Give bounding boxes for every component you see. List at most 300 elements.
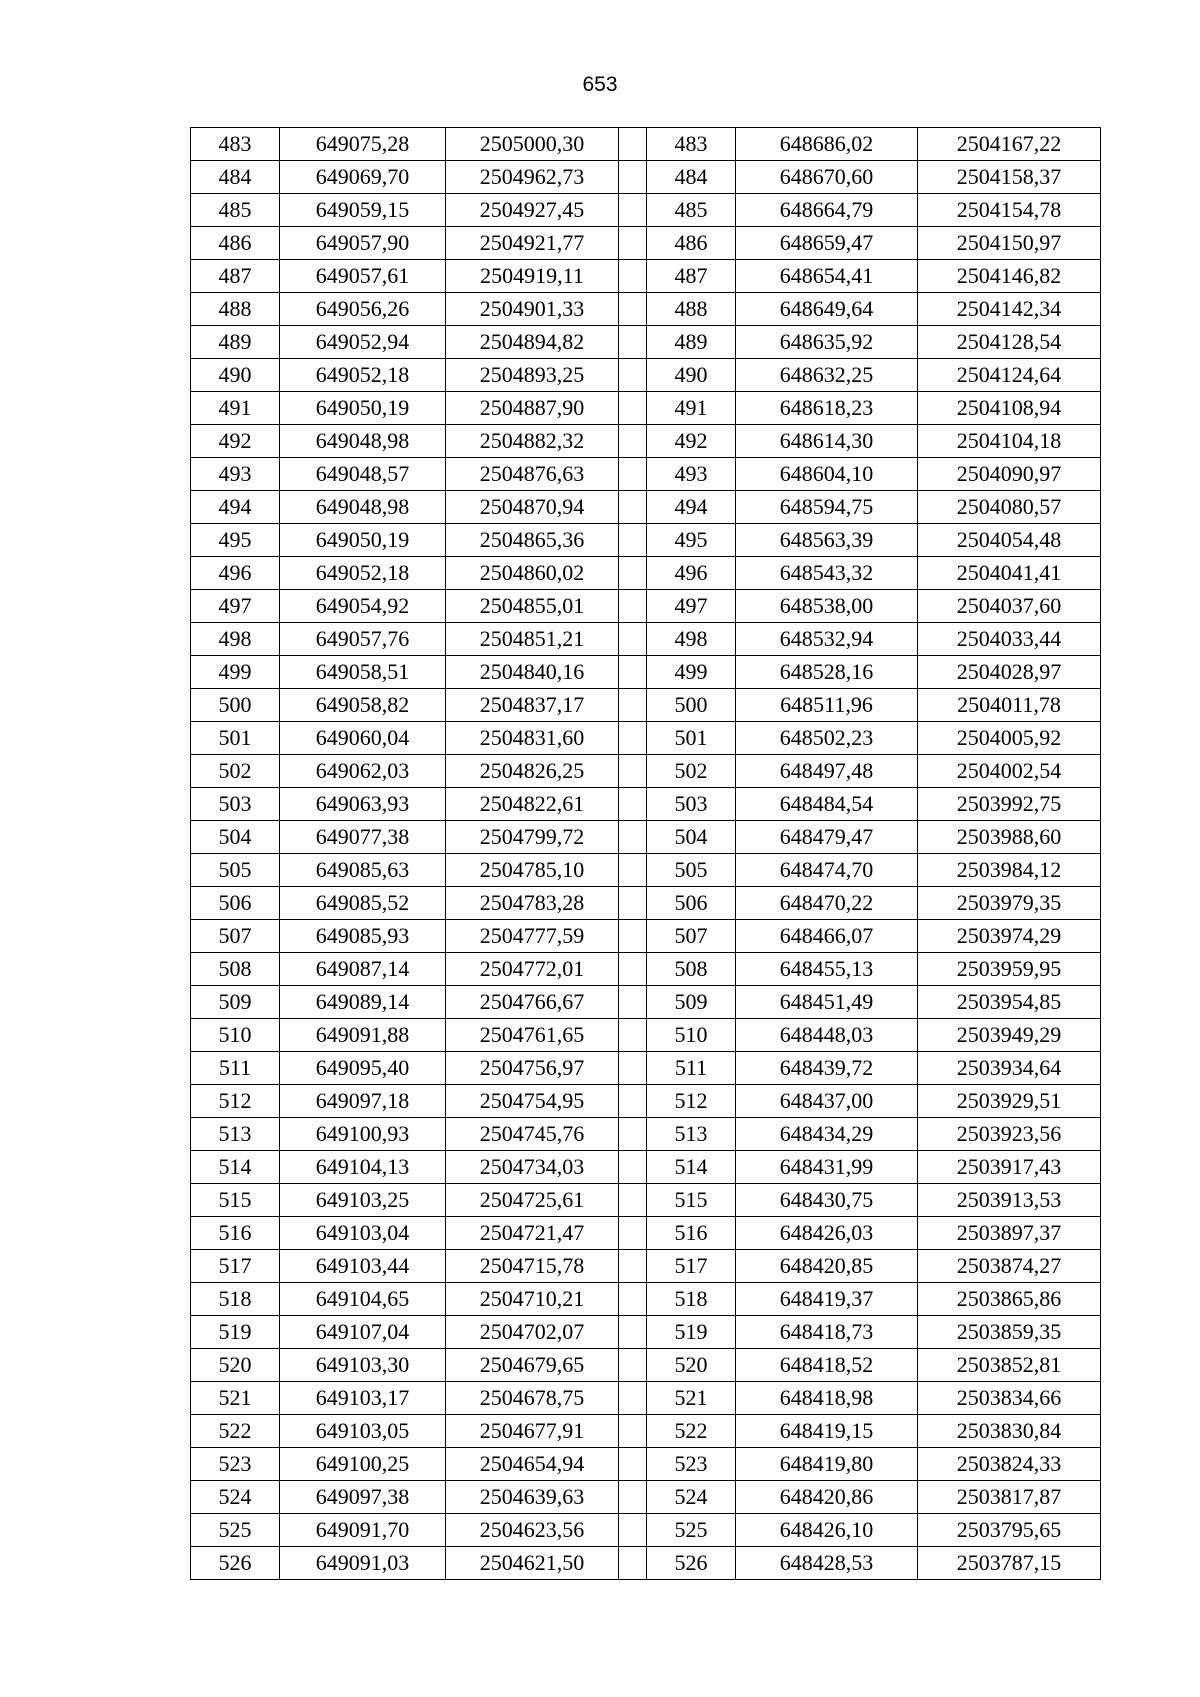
left-point-number-cell: 500 bbox=[191, 689, 280, 722]
separator-cell bbox=[619, 689, 647, 722]
right-x-coordinate-cell: 648455,13 bbox=[736, 953, 918, 986]
left-y-coordinate-cell: 2504721,47 bbox=[446, 1217, 619, 1250]
left-y-coordinate-cell: 2504677,91 bbox=[446, 1415, 619, 1448]
table-row bbox=[191, 1481, 1101, 1514]
left-y-coordinate-cell: 2504826,25 bbox=[446, 755, 619, 788]
left-point-number-cell: 501 bbox=[191, 722, 280, 755]
left-point-number-cell: 489 bbox=[191, 326, 280, 359]
right-x-coordinate-cell: 648664,79 bbox=[736, 194, 918, 227]
right-y-coordinate-cell: 2504146,82 bbox=[918, 260, 1101, 293]
right-y-coordinate-cell: 2504104,18 bbox=[918, 425, 1101, 458]
left-y-coordinate-cell: 2504921,77 bbox=[446, 227, 619, 260]
separator-cell bbox=[619, 887, 647, 920]
right-y-coordinate-cell: 2504033,44 bbox=[918, 623, 1101, 656]
left-point-number-cell: 503 bbox=[191, 788, 280, 821]
left-point-number-cell: 525 bbox=[191, 1514, 280, 1547]
left-point-number-cell: 506 bbox=[191, 887, 280, 920]
right-x-coordinate-cell: 648528,16 bbox=[736, 656, 918, 689]
separator-cell bbox=[619, 1283, 647, 1316]
right-x-coordinate-cell: 648474,70 bbox=[736, 854, 918, 887]
left-point-number-cell: 504 bbox=[191, 821, 280, 854]
right-x-coordinate-cell: 648418,73 bbox=[736, 1316, 918, 1349]
right-y-coordinate-cell: 2503859,35 bbox=[918, 1316, 1101, 1349]
table-row bbox=[191, 326, 1101, 359]
table-row bbox=[191, 821, 1101, 854]
left-y-coordinate-cell: 2504893,25 bbox=[446, 359, 619, 392]
separator-cell bbox=[619, 293, 647, 326]
table-row bbox=[191, 1448, 1101, 1481]
left-y-coordinate-cell: 2504785,10 bbox=[446, 854, 619, 887]
separator-cell bbox=[619, 1415, 647, 1448]
right-y-coordinate-cell: 2503830,84 bbox=[918, 1415, 1101, 1448]
table-row bbox=[191, 1019, 1101, 1052]
left-y-coordinate-cell: 2504783,28 bbox=[446, 887, 619, 920]
right-x-coordinate-cell: 648451,49 bbox=[736, 986, 918, 1019]
right-y-coordinate-cell: 2503834,66 bbox=[918, 1382, 1101, 1415]
right-y-coordinate-cell: 2504128,54 bbox=[918, 326, 1101, 359]
table-row bbox=[191, 524, 1101, 557]
right-y-coordinate-cell: 2503923,56 bbox=[918, 1118, 1101, 1151]
table-row bbox=[191, 689, 1101, 722]
right-point-number-cell: 506 bbox=[647, 887, 736, 920]
left-y-coordinate-cell: 2504654,94 bbox=[446, 1448, 619, 1481]
left-point-number-cell: 517 bbox=[191, 1250, 280, 1283]
left-point-number-cell: 510 bbox=[191, 1019, 280, 1052]
separator-cell bbox=[619, 656, 647, 689]
left-point-number-cell: 491 bbox=[191, 392, 280, 425]
table-row bbox=[191, 1217, 1101, 1250]
separator-cell bbox=[619, 425, 647, 458]
separator-cell bbox=[619, 722, 647, 755]
table-row bbox=[191, 755, 1101, 788]
left-y-coordinate-cell: 2505000,30 bbox=[446, 128, 619, 161]
table-row bbox=[191, 623, 1101, 656]
right-point-number-cell: 525 bbox=[647, 1514, 736, 1547]
left-x-coordinate-cell: 649048,98 bbox=[280, 491, 446, 524]
right-point-number-cell: 501 bbox=[647, 722, 736, 755]
left-x-coordinate-cell: 649085,52 bbox=[280, 887, 446, 920]
left-x-coordinate-cell: 649100,25 bbox=[280, 1448, 446, 1481]
table-row bbox=[191, 359, 1101, 392]
left-y-coordinate-cell: 2504679,65 bbox=[446, 1349, 619, 1382]
left-point-number-cell: 495 bbox=[191, 524, 280, 557]
right-x-coordinate-cell: 648511,96 bbox=[736, 689, 918, 722]
left-point-number-cell: 484 bbox=[191, 161, 280, 194]
table-row bbox=[191, 1316, 1101, 1349]
right-y-coordinate-cell: 2503817,87 bbox=[918, 1481, 1101, 1514]
left-x-coordinate-cell: 649075,28 bbox=[280, 128, 446, 161]
left-point-number-cell: 485 bbox=[191, 194, 280, 227]
left-y-coordinate-cell: 2504865,36 bbox=[446, 524, 619, 557]
right-x-coordinate-cell: 648428,53 bbox=[736, 1547, 918, 1580]
right-x-coordinate-cell: 648420,85 bbox=[736, 1250, 918, 1283]
table-row bbox=[191, 953, 1101, 986]
right-point-number-cell: 517 bbox=[647, 1250, 736, 1283]
separator-cell bbox=[619, 194, 647, 227]
right-x-coordinate-cell: 648426,10 bbox=[736, 1514, 918, 1547]
table-row bbox=[191, 1547, 1101, 1580]
right-x-coordinate-cell: 648654,41 bbox=[736, 260, 918, 293]
left-x-coordinate-cell: 649050,19 bbox=[280, 524, 446, 557]
right-y-coordinate-cell: 2504158,37 bbox=[918, 161, 1101, 194]
left-x-coordinate-cell: 649089,14 bbox=[280, 986, 446, 1019]
right-point-number-cell: 494 bbox=[647, 491, 736, 524]
separator-cell bbox=[619, 1349, 647, 1382]
left-x-coordinate-cell: 649062,03 bbox=[280, 755, 446, 788]
right-point-number-cell: 513 bbox=[647, 1118, 736, 1151]
right-point-number-cell: 508 bbox=[647, 953, 736, 986]
right-x-coordinate-cell: 648418,52 bbox=[736, 1349, 918, 1382]
coordinates-table-body bbox=[191, 128, 1101, 1580]
separator-cell bbox=[619, 458, 647, 491]
coordinates-table bbox=[190, 127, 1101, 1580]
right-x-coordinate-cell: 648543,32 bbox=[736, 557, 918, 590]
table-row bbox=[191, 557, 1101, 590]
right-x-coordinate-cell: 648635,92 bbox=[736, 326, 918, 359]
right-y-coordinate-cell: 2503984,12 bbox=[918, 854, 1101, 887]
right-y-coordinate-cell: 2503787,15 bbox=[918, 1547, 1101, 1580]
separator-cell bbox=[619, 821, 647, 854]
left-x-coordinate-cell: 649103,30 bbox=[280, 1349, 446, 1382]
left-x-coordinate-cell: 649052,18 bbox=[280, 359, 446, 392]
separator-cell bbox=[619, 1085, 647, 1118]
right-point-number-cell: 504 bbox=[647, 821, 736, 854]
right-y-coordinate-cell: 2504124,64 bbox=[918, 359, 1101, 392]
left-point-number-cell: 509 bbox=[191, 986, 280, 1019]
left-y-coordinate-cell: 2504870,94 bbox=[446, 491, 619, 524]
separator-cell bbox=[619, 1448, 647, 1481]
right-y-coordinate-cell: 2503974,29 bbox=[918, 920, 1101, 953]
separator-cell bbox=[619, 1547, 647, 1580]
left-x-coordinate-cell: 649063,93 bbox=[280, 788, 446, 821]
left-y-coordinate-cell: 2504715,78 bbox=[446, 1250, 619, 1283]
right-x-coordinate-cell: 648437,00 bbox=[736, 1085, 918, 1118]
left-point-number-cell: 519 bbox=[191, 1316, 280, 1349]
right-point-number-cell: 484 bbox=[647, 161, 736, 194]
table-row bbox=[191, 392, 1101, 425]
separator-cell bbox=[619, 1052, 647, 1085]
right-y-coordinate-cell: 2504167,22 bbox=[918, 128, 1101, 161]
left-y-coordinate-cell: 2504919,11 bbox=[446, 260, 619, 293]
table-row bbox=[191, 194, 1101, 227]
right-y-coordinate-cell: 2504154,78 bbox=[918, 194, 1101, 227]
right-y-coordinate-cell: 2503795,65 bbox=[918, 1514, 1101, 1547]
right-point-number-cell: 490 bbox=[647, 359, 736, 392]
table-row bbox=[191, 1118, 1101, 1151]
table-row bbox=[191, 1514, 1101, 1547]
left-point-number-cell: 505 bbox=[191, 854, 280, 887]
left-point-number-cell: 497 bbox=[191, 590, 280, 623]
left-x-coordinate-cell: 649057,90 bbox=[280, 227, 446, 260]
left-y-coordinate-cell: 2504756,97 bbox=[446, 1052, 619, 1085]
separator-cell bbox=[619, 920, 647, 953]
right-x-coordinate-cell: 648439,72 bbox=[736, 1052, 918, 1085]
right-y-coordinate-cell: 2503865,86 bbox=[918, 1283, 1101, 1316]
right-y-coordinate-cell: 2504150,97 bbox=[918, 227, 1101, 260]
right-x-coordinate-cell: 648431,99 bbox=[736, 1151, 918, 1184]
table-row bbox=[191, 260, 1101, 293]
right-y-coordinate-cell: 2503852,81 bbox=[918, 1349, 1101, 1382]
right-x-coordinate-cell: 648502,23 bbox=[736, 722, 918, 755]
left-x-coordinate-cell: 649058,82 bbox=[280, 689, 446, 722]
left-y-coordinate-cell: 2504761,65 bbox=[446, 1019, 619, 1052]
left-point-number-cell: 514 bbox=[191, 1151, 280, 1184]
table-row bbox=[191, 590, 1101, 623]
right-y-coordinate-cell: 2503934,64 bbox=[918, 1052, 1101, 1085]
table-row bbox=[191, 161, 1101, 194]
right-y-coordinate-cell: 2504011,78 bbox=[918, 689, 1101, 722]
left-x-coordinate-cell: 649091,70 bbox=[280, 1514, 446, 1547]
separator-cell bbox=[619, 854, 647, 887]
left-y-coordinate-cell: 2504745,76 bbox=[446, 1118, 619, 1151]
table-row bbox=[191, 1349, 1101, 1382]
right-y-coordinate-cell: 2504028,97 bbox=[918, 656, 1101, 689]
left-point-number-cell: 494 bbox=[191, 491, 280, 524]
separator-cell bbox=[619, 953, 647, 986]
left-y-coordinate-cell: 2504837,17 bbox=[446, 689, 619, 722]
left-point-number-cell: 486 bbox=[191, 227, 280, 260]
right-point-number-cell: 519 bbox=[647, 1316, 736, 1349]
right-point-number-cell: 498 bbox=[647, 623, 736, 656]
left-x-coordinate-cell: 649087,14 bbox=[280, 953, 446, 986]
left-y-coordinate-cell: 2504754,95 bbox=[446, 1085, 619, 1118]
left-x-coordinate-cell: 649103,44 bbox=[280, 1250, 446, 1283]
right-x-coordinate-cell: 648420,86 bbox=[736, 1481, 918, 1514]
left-y-coordinate-cell: 2504887,90 bbox=[446, 392, 619, 425]
left-x-coordinate-cell: 649052,94 bbox=[280, 326, 446, 359]
right-y-coordinate-cell: 2503959,95 bbox=[918, 953, 1101, 986]
separator-cell bbox=[619, 755, 647, 788]
right-point-number-cell: 522 bbox=[647, 1415, 736, 1448]
right-point-number-cell: 491 bbox=[647, 392, 736, 425]
right-point-number-cell: 503 bbox=[647, 788, 736, 821]
left-x-coordinate-cell: 649095,40 bbox=[280, 1052, 446, 1085]
right-point-number-cell: 512 bbox=[647, 1085, 736, 1118]
left-y-coordinate-cell: 2504894,82 bbox=[446, 326, 619, 359]
left-point-number-cell: 502 bbox=[191, 755, 280, 788]
left-x-coordinate-cell: 649091,03 bbox=[280, 1547, 446, 1580]
left-x-coordinate-cell: 649057,76 bbox=[280, 623, 446, 656]
right-point-number-cell: 524 bbox=[647, 1481, 736, 1514]
left-x-coordinate-cell: 649048,98 bbox=[280, 425, 446, 458]
right-y-coordinate-cell: 2503988,60 bbox=[918, 821, 1101, 854]
separator-cell bbox=[619, 161, 647, 194]
left-x-coordinate-cell: 649107,04 bbox=[280, 1316, 446, 1349]
right-y-coordinate-cell: 2503824,33 bbox=[918, 1448, 1101, 1481]
right-point-number-cell: 496 bbox=[647, 557, 736, 590]
right-x-coordinate-cell: 648434,29 bbox=[736, 1118, 918, 1151]
page-number: 653 bbox=[582, 73, 618, 96]
left-point-number-cell: 483 bbox=[191, 128, 280, 161]
separator-cell bbox=[619, 524, 647, 557]
right-y-coordinate-cell: 2504002,54 bbox=[918, 755, 1101, 788]
left-y-coordinate-cell: 2504851,21 bbox=[446, 623, 619, 656]
left-x-coordinate-cell: 649085,63 bbox=[280, 854, 446, 887]
left-y-coordinate-cell: 2504623,56 bbox=[446, 1514, 619, 1547]
left-point-number-cell: 498 bbox=[191, 623, 280, 656]
right-y-coordinate-cell: 2504108,94 bbox=[918, 392, 1101, 425]
left-point-number-cell: 516 bbox=[191, 1217, 280, 1250]
left-y-coordinate-cell: 2504840,16 bbox=[446, 656, 619, 689]
left-x-coordinate-cell: 649057,61 bbox=[280, 260, 446, 293]
table-row bbox=[191, 458, 1101, 491]
left-x-coordinate-cell: 649103,05 bbox=[280, 1415, 446, 1448]
separator-cell bbox=[619, 1514, 647, 1547]
separator-cell bbox=[619, 1019, 647, 1052]
left-point-number-cell: 493 bbox=[191, 458, 280, 491]
left-point-number-cell: 487 bbox=[191, 260, 280, 293]
left-point-number-cell: 512 bbox=[191, 1085, 280, 1118]
left-x-coordinate-cell: 649097,18 bbox=[280, 1085, 446, 1118]
right-y-coordinate-cell: 2503897,37 bbox=[918, 1217, 1101, 1250]
separator-cell bbox=[619, 392, 647, 425]
right-x-coordinate-cell: 648419,80 bbox=[736, 1448, 918, 1481]
separator-cell bbox=[619, 359, 647, 392]
right-y-coordinate-cell: 2504090,97 bbox=[918, 458, 1101, 491]
left-x-coordinate-cell: 649103,17 bbox=[280, 1382, 446, 1415]
left-x-coordinate-cell: 649056,26 bbox=[280, 293, 446, 326]
right-y-coordinate-cell: 2503992,75 bbox=[918, 788, 1101, 821]
table-row bbox=[191, 128, 1101, 161]
table-row bbox=[191, 986, 1101, 1019]
right-x-coordinate-cell: 648632,25 bbox=[736, 359, 918, 392]
right-x-coordinate-cell: 648419,15 bbox=[736, 1415, 918, 1448]
right-x-coordinate-cell: 648604,10 bbox=[736, 458, 918, 491]
right-x-coordinate-cell: 648594,75 bbox=[736, 491, 918, 524]
separator-cell bbox=[619, 590, 647, 623]
left-point-number-cell: 513 bbox=[191, 1118, 280, 1151]
right-y-coordinate-cell: 2504037,60 bbox=[918, 590, 1101, 623]
right-x-coordinate-cell: 648659,47 bbox=[736, 227, 918, 260]
left-point-number-cell: 490 bbox=[191, 359, 280, 392]
table-row bbox=[191, 1283, 1101, 1316]
table-row bbox=[191, 491, 1101, 524]
left-x-coordinate-cell: 649050,19 bbox=[280, 392, 446, 425]
right-y-coordinate-cell: 2503874,27 bbox=[918, 1250, 1101, 1283]
left-x-coordinate-cell: 649069,70 bbox=[280, 161, 446, 194]
separator-cell bbox=[619, 227, 647, 260]
right-point-number-cell: 511 bbox=[647, 1052, 736, 1085]
right-point-number-cell: 509 bbox=[647, 986, 736, 1019]
left-y-coordinate-cell: 2504962,73 bbox=[446, 161, 619, 194]
table-row bbox=[191, 1085, 1101, 1118]
right-x-coordinate-cell: 648532,94 bbox=[736, 623, 918, 656]
right-point-number-cell: 505 bbox=[647, 854, 736, 887]
left-point-number-cell: 523 bbox=[191, 1448, 280, 1481]
left-y-coordinate-cell: 2504725,61 bbox=[446, 1184, 619, 1217]
table-row bbox=[191, 425, 1101, 458]
table-row bbox=[191, 887, 1101, 920]
right-y-coordinate-cell: 2503954,85 bbox=[918, 986, 1101, 1019]
left-y-coordinate-cell: 2504855,01 bbox=[446, 590, 619, 623]
left-point-number-cell: 520 bbox=[191, 1349, 280, 1382]
left-y-coordinate-cell: 2504777,59 bbox=[446, 920, 619, 953]
separator-cell bbox=[619, 1316, 647, 1349]
left-x-coordinate-cell: 649054,92 bbox=[280, 590, 446, 623]
right-point-number-cell: 483 bbox=[647, 128, 736, 161]
right-point-number-cell: 502 bbox=[647, 755, 736, 788]
table-row bbox=[191, 788, 1101, 821]
right-x-coordinate-cell: 648538,00 bbox=[736, 590, 918, 623]
right-point-number-cell: 495 bbox=[647, 524, 736, 557]
left-point-number-cell: 526 bbox=[191, 1547, 280, 1580]
left-point-number-cell: 499 bbox=[191, 656, 280, 689]
right-y-coordinate-cell: 2503979,35 bbox=[918, 887, 1101, 920]
right-y-coordinate-cell: 2503917,43 bbox=[918, 1151, 1101, 1184]
separator-cell bbox=[619, 1481, 647, 1514]
table-row bbox=[191, 656, 1101, 689]
left-y-coordinate-cell: 2504702,07 bbox=[446, 1316, 619, 1349]
separator-cell bbox=[619, 128, 647, 161]
left-y-coordinate-cell: 2504822,61 bbox=[446, 788, 619, 821]
left-x-coordinate-cell: 649104,65 bbox=[280, 1283, 446, 1316]
separator-cell bbox=[619, 1217, 647, 1250]
table-row bbox=[191, 1415, 1101, 1448]
right-x-coordinate-cell: 648670,60 bbox=[736, 161, 918, 194]
right-point-number-cell: 520 bbox=[647, 1349, 736, 1382]
table-row bbox=[191, 1184, 1101, 1217]
right-point-number-cell: 500 bbox=[647, 689, 736, 722]
table-row bbox=[191, 1151, 1101, 1184]
left-x-coordinate-cell: 649104,13 bbox=[280, 1151, 446, 1184]
left-point-number-cell: 511 bbox=[191, 1052, 280, 1085]
left-point-number-cell: 507 bbox=[191, 920, 280, 953]
right-point-number-cell: 521 bbox=[647, 1382, 736, 1415]
right-point-number-cell: 507 bbox=[647, 920, 736, 953]
left-x-coordinate-cell: 649103,04 bbox=[280, 1217, 446, 1250]
right-y-coordinate-cell: 2504142,34 bbox=[918, 293, 1101, 326]
left-y-coordinate-cell: 2504766,67 bbox=[446, 986, 619, 1019]
right-x-coordinate-cell: 648466,07 bbox=[736, 920, 918, 953]
left-point-number-cell: 488 bbox=[191, 293, 280, 326]
right-x-coordinate-cell: 648470,22 bbox=[736, 887, 918, 920]
table-row bbox=[191, 293, 1101, 326]
left-x-coordinate-cell: 649060,04 bbox=[280, 722, 446, 755]
left-y-coordinate-cell: 2504901,33 bbox=[446, 293, 619, 326]
left-y-coordinate-cell: 2504678,75 bbox=[446, 1382, 619, 1415]
right-x-coordinate-cell: 648426,03 bbox=[736, 1217, 918, 1250]
left-x-coordinate-cell: 649097,38 bbox=[280, 1481, 446, 1514]
right-point-number-cell: 486 bbox=[647, 227, 736, 260]
table-row bbox=[191, 722, 1101, 755]
separator-cell bbox=[619, 557, 647, 590]
left-y-coordinate-cell: 2504772,01 bbox=[446, 953, 619, 986]
left-x-coordinate-cell: 649091,88 bbox=[280, 1019, 446, 1052]
left-point-number-cell: 524 bbox=[191, 1481, 280, 1514]
left-x-coordinate-cell: 649077,38 bbox=[280, 821, 446, 854]
table-row bbox=[191, 920, 1101, 953]
right-point-number-cell: 499 bbox=[647, 656, 736, 689]
right-point-number-cell: 523 bbox=[647, 1448, 736, 1481]
left-x-coordinate-cell: 649085,93 bbox=[280, 920, 446, 953]
right-y-coordinate-cell: 2503949,29 bbox=[918, 1019, 1101, 1052]
left-y-coordinate-cell: 2504876,63 bbox=[446, 458, 619, 491]
right-x-coordinate-cell: 648418,98 bbox=[736, 1382, 918, 1415]
right-point-number-cell: 515 bbox=[647, 1184, 736, 1217]
left-x-coordinate-cell: 649059,15 bbox=[280, 194, 446, 227]
right-point-number-cell: 488 bbox=[647, 293, 736, 326]
right-point-number-cell: 487 bbox=[647, 260, 736, 293]
table-row bbox=[191, 1052, 1101, 1085]
right-y-coordinate-cell: 2504005,92 bbox=[918, 722, 1101, 755]
right-point-number-cell: 493 bbox=[647, 458, 736, 491]
left-y-coordinate-cell: 2504927,45 bbox=[446, 194, 619, 227]
left-y-coordinate-cell: 2504734,03 bbox=[446, 1151, 619, 1184]
table-row bbox=[191, 1250, 1101, 1283]
right-x-coordinate-cell: 648497,48 bbox=[736, 755, 918, 788]
right-point-number-cell: 518 bbox=[647, 1283, 736, 1316]
left-point-number-cell: 521 bbox=[191, 1382, 280, 1415]
